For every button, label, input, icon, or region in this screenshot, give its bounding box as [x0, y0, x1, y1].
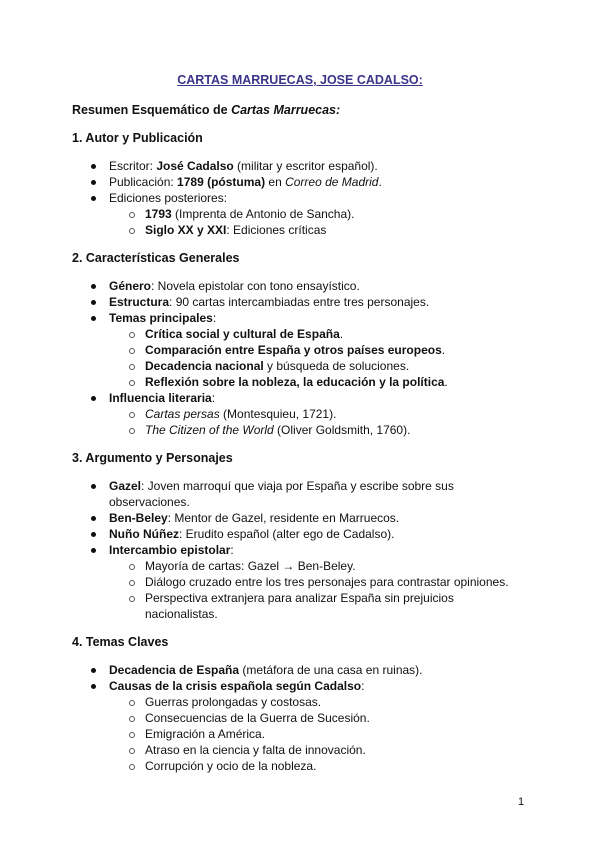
bullet-list	[72, 478, 528, 622]
text-run: Comparación entre España y otros países europeos	[145, 343, 442, 357]
list-item	[72, 278, 528, 294]
text-run: Nuño Núñez	[109, 527, 179, 541]
text-run: (Montesquieu, 1721).	[219, 407, 337, 421]
bullet-list	[72, 278, 528, 438]
list-item	[72, 174, 528, 190]
list-item	[72, 158, 528, 174]
text-run: The Citizen of the World	[145, 423, 274, 437]
text-run: Correo de Madrid	[285, 175, 379, 189]
sub-list-item	[72, 222, 528, 238]
section-heading: 3. Argumento y Personajes	[72, 451, 233, 465]
text-run	[231, 103, 340, 117]
text-run: .	[378, 175, 382, 189]
text-run: Consecuencias de la Guerra de Sucesión.	[145, 711, 370, 725]
text-run: Emigración a América.	[145, 727, 266, 741]
sub-list-item	[72, 710, 528, 726]
text-run: .	[444, 375, 448, 389]
section-heading: 2. Características Generales	[72, 251, 240, 265]
sub-list-item	[72, 374, 528, 390]
text-run: y búsqueda de soluciones.	[263, 359, 410, 373]
section-heading: 4. Temas Claves	[72, 635, 169, 649]
text-run: : Ediciones críticas	[226, 223, 327, 237]
text-run: Influencia literaria	[109, 391, 212, 405]
sub-list-item	[72, 694, 528, 710]
list-item	[72, 542, 528, 558]
text-run: (metáfora de una casa en ruinas).	[239, 663, 423, 677]
bullet-list	[72, 662, 528, 774]
sections	[72, 130, 528, 774]
list-item	[72, 390, 528, 406]
text-run: 1789 (póstuma)	[177, 175, 266, 189]
sub-list-item	[72, 422, 528, 438]
text-run: .	[339, 327, 344, 341]
list-item	[72, 478, 528, 510]
list-item	[72, 294, 528, 310]
text-run: Ediciones posteriores:	[109, 191, 228, 205]
list-item	[72, 310, 528, 326]
list-item	[72, 662, 528, 678]
sub-list-item	[72, 206, 528, 222]
text-run: Decadencia nacional	[145, 359, 264, 373]
text-run: José Cadalso	[156, 159, 234, 173]
text-run: (Oliver Goldsmith, 1760).	[273, 423, 411, 437]
text-run: (Imprenta de Antonio de Sancha).	[171, 207, 355, 221]
text-run: Escritor:	[109, 159, 157, 173]
text-run: Temas principales	[109, 311, 213, 325]
text-run: .	[441, 343, 446, 357]
text-run: (militar y escritor español).	[233, 159, 378, 173]
text-run: en	[265, 175, 286, 189]
text-run: Cartas persas	[145, 407, 220, 421]
list-item	[72, 526, 528, 542]
sub-list-item	[72, 590, 528, 622]
text-run: Decadencia de España	[109, 663, 240, 677]
text-run: Cartas Marruecas:	[231, 103, 341, 117]
text-run: Género	[109, 279, 152, 293]
text-run: Reflexión sobre la nobleza, la educación y la política	[145, 375, 445, 389]
list-item	[72, 190, 528, 206]
text-run: Guerras prolongadas y costosas.	[145, 695, 322, 709]
text-run: Intercambio epistolar	[109, 543, 231, 557]
sub-list-item	[72, 326, 528, 342]
text-run: Diálogo cruzado entre los tres personajes para contrastar opiniones.	[145, 575, 509, 589]
sub-list-item	[72, 358, 528, 374]
text-run: Perspectiva extranjera para analizar España sin prejuicios nacionalistas.	[145, 591, 454, 621]
text-run: Atraso en la ciencia y falta de innovación.	[145, 743, 366, 757]
text-run: : Mentor de Gazel, residente en Marruecos.	[167, 511, 400, 525]
text-run: Mayoría de cartas: Gazel → Ben-Beley.	[145, 559, 356, 573]
text-run: : Joven marroquí que viaja por España y escribe sobre sus observaciones.	[109, 479, 454, 509]
text-run	[145, 407, 220, 421]
text-run: Ben-Beley	[109, 511, 168, 525]
document-subtitle	[72, 102, 528, 118]
list-item	[72, 678, 528, 694]
section-heading: 1. Autor y Publicación	[72, 131, 203, 145]
text-run: : Novela epistolar con tono ensayístico.	[151, 279, 360, 293]
sub-list-item	[72, 406, 528, 422]
list-item	[72, 510, 528, 526]
text-run: : 90 cartas intercambiadas entre tres personajes.	[169, 295, 430, 309]
text-run: Publicación:	[109, 175, 178, 189]
text-run: Estructura	[109, 295, 170, 309]
sub-list-item	[72, 558, 528, 574]
text-run: Corrupción y ocio de la nobleza.	[145, 759, 317, 773]
text-run: :	[230, 543, 234, 557]
sub-list-item	[72, 574, 528, 590]
sub-list-item	[72, 342, 528, 358]
text-run: : Erudito español (alter ego de Cadalso).	[179, 527, 395, 541]
document-title: CARTAS MARRUECAS, JOSE CADALSO:	[177, 73, 423, 87]
text-run: Causas de la crisis española según Cadalso	[109, 679, 362, 693]
text-run: Crítica social y cultural de España	[145, 327, 340, 341]
bullet-list	[72, 158, 528, 238]
text-run	[285, 175, 378, 189]
document-page	[72, 72, 528, 774]
sub-list-item	[72, 726, 528, 742]
text-run: :	[212, 311, 217, 325]
text-run: :	[211, 391, 216, 405]
text-run: Resumen Esquemático de	[72, 103, 232, 117]
text-run	[145, 423, 274, 437]
text-run: 1793	[145, 207, 172, 221]
sub-list-item	[72, 742, 528, 758]
text-run: :	[361, 679, 365, 693]
text-run: Gazel	[109, 479, 142, 493]
text-run: Siglo XX y XXI	[145, 223, 227, 237]
page-number: 1	[518, 796, 525, 808]
sub-list-item	[72, 758, 528, 774]
